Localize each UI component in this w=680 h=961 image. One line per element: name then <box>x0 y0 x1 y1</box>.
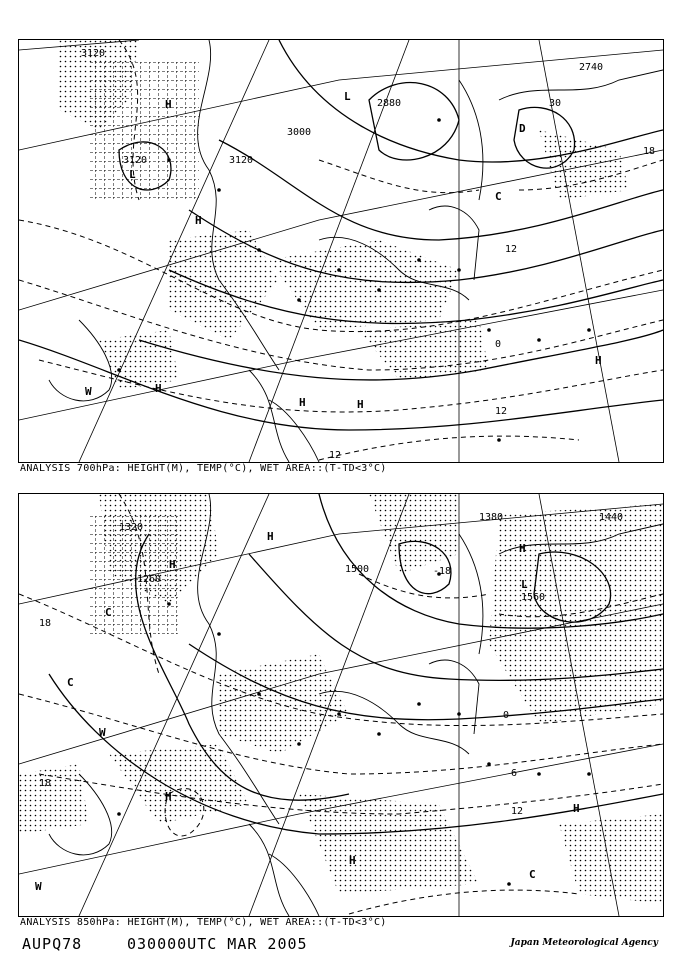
low-center-marker: D <box>519 122 526 135</box>
low-pressure-marker: L <box>344 90 351 103</box>
weather-chart-850hpa <box>19 494 663 916</box>
chart-datetime: 030000UTC MAR 2005 <box>127 935 308 953</box>
high-pressure-marker: H <box>573 802 580 815</box>
high-pressure-marker: H <box>165 98 172 111</box>
warm-marker: W <box>85 385 92 398</box>
high-pressure-marker: H <box>165 790 172 803</box>
height-label: 3120 <box>229 155 254 166</box>
temp-label: 18 <box>39 778 52 789</box>
chart-code: AUPQ78 <box>22 935 83 953</box>
cold-grid-area <box>89 60 199 200</box>
temp-label: 18 <box>643 146 656 157</box>
high-pressure-marker: H <box>195 214 202 227</box>
cold-marker: C <box>105 606 112 619</box>
height-label: 1560 <box>521 592 546 603</box>
high-pressure-marker: H <box>357 398 364 411</box>
height-label: 1500 <box>345 564 370 575</box>
height-label: 1320 <box>119 522 144 533</box>
height-label: 3120 <box>81 48 106 59</box>
height-label: 1260 <box>137 574 162 585</box>
cold-marker: C <box>529 868 536 881</box>
height-label: 1440 <box>599 512 624 523</box>
high-pressure-marker: H <box>267 530 274 543</box>
low-pressure-marker: L <box>129 168 136 181</box>
temp-label: 18 <box>39 618 52 629</box>
height-label: 3120 <box>123 155 148 166</box>
temp-label: 6 <box>511 768 518 779</box>
panel-caption-700hpa: ANALYSIS 700hPa: HEIGHT(M), TEMP(°C), WET AREA::(T-TD<3°C) <box>20 463 387 474</box>
warm-marker: W <box>35 880 42 893</box>
map-panel-850hpa <box>18 493 664 917</box>
temp-label: 30 <box>549 98 562 109</box>
height-label: 2880 <box>377 98 402 109</box>
temp-label: 12 <box>511 806 524 817</box>
warm-marker: W <box>99 726 106 739</box>
temp-label: 12 <box>505 244 518 255</box>
cold-marker: C <box>67 676 74 689</box>
height-label: 2740 <box>579 62 604 73</box>
height-label: 1380 <box>479 512 504 523</box>
high-pressure-marker: H <box>349 854 356 867</box>
high-pressure-marker: H <box>169 558 176 571</box>
panel-caption-850hpa: ANALYSIS 850hPa: HEIGHT(M), TEMP(°C), WET AREA::(T-TD<3°C) <box>20 917 387 928</box>
low-pressure-marker: L <box>521 578 528 591</box>
cold-marker: C <box>495 190 502 203</box>
temp-label: 12 <box>495 406 508 417</box>
temp-label: 12 <box>329 450 342 461</box>
temp-label: -18 <box>433 566 452 577</box>
high-pressure-marker: H <box>519 542 526 555</box>
high-pressure-marker: H <box>595 354 602 367</box>
high-pressure-marker: H <box>299 396 306 409</box>
weather-chart-700hpa <box>19 40 663 462</box>
temp-label: 0 <box>495 339 502 350</box>
agency-name: Japan Meteorological Agency <box>510 938 658 948</box>
map-panel-700hpa <box>18 39 664 463</box>
high-pressure-marker: H <box>155 382 162 395</box>
temp-label: 0 <box>503 710 510 721</box>
height-label: 3000 <box>287 127 312 138</box>
